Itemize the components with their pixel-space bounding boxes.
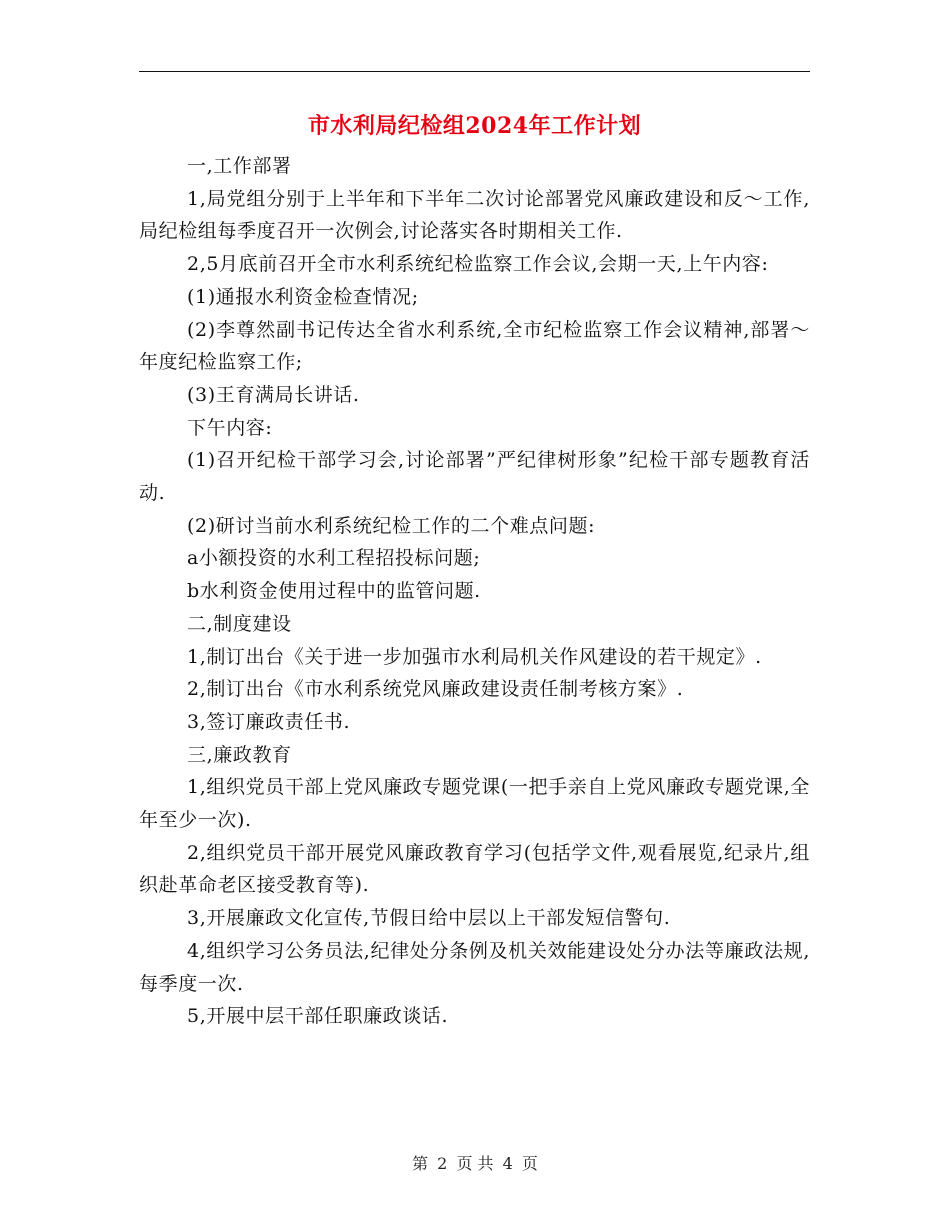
header-rule — [139, 71, 810, 72]
paragraph: 下午内容: — [187, 416, 273, 439]
paragraph: 5,开展中层干部任职廉政谈话. — [187, 1005, 449, 1028]
page-footer — [0, 1152, 950, 1176]
list-item: b水利资金使用过程中的监管问题. — [187, 580, 481, 603]
paragraph: 4,组织学习公务员法,纪律处分条例及机关效能建设处分办法等廉政法规,每季度一次. — [139, 939, 810, 995]
list-item: (3)王育满局长讲话. — [187, 383, 360, 406]
paragraph: 1,制订出台《关于进一步加强市水利局机关作风建设的若干规定》. — [187, 645, 762, 668]
footer-suffix: 页 — [521, 1154, 538, 1173]
section-heading-system: 二,制度建设 — [187, 612, 292, 635]
paragraph: 3,签订廉政责任书. — [187, 710, 351, 733]
section-heading-deployment: 一,工作部署 — [187, 155, 292, 177]
paragraph: 3,开展廉政文化宣传,节假日给中层以上干部发短信警句. — [187, 907, 671, 930]
paragraph: 1,局党组分别于上半年和下半年二次讨论部署党风廉政建设和反～工作,局纪检组每季度召开一次例会,讨论落实各时期相关工作. — [139, 187, 810, 243]
paragraph: 1,组织党员干部上党风廉政专题党课(一把手亲自上党风廉政专题党课,全年至少一次). — [139, 776, 810, 832]
current-page-number: 2 — [437, 1154, 448, 1173]
paragraph: 2,组织党员干部开展党风廉政教育学习(包括学文件,观看展览,纪录片,组织赴革命老区接受教育等). — [139, 841, 810, 897]
paragraph: 2,制订出台《市水利系统党风廉政建设责任制考核方案》. — [187, 678, 684, 701]
document-title: 市水利局纪检组2024年工作计划 — [307, 113, 642, 139]
footer-middle: 页 共 — [456, 1154, 494, 1173]
list-item: (1)通报水利资金检查情况; — [187, 285, 419, 308]
list-item: a小额投资的水利工程招投标问题; — [187, 547, 481, 570]
list-item: (2)李尊然副书记传达全省水利系统,全市纪检监察工作会议精神,部署～年度纪检监察工作; — [139, 318, 810, 374]
document-body — [139, 150, 810, 1033]
section-heading-education: 三,廉政教育 — [187, 743, 292, 766]
paragraph: 2,5月底前召开全市水利系统纪检监察工作会议,会期一天,上午内容: — [187, 253, 769, 276]
total-page-count: 4 — [502, 1154, 513, 1173]
list-item: (2)研讨当前水利系统纪检工作的二个难点问题: — [187, 514, 596, 537]
footer-prefix: 第 — [412, 1154, 429, 1173]
list-item: (1)召开纪检干部学习会,讨论部署”严纪律树形象”纪检干部专题教育活动. — [139, 449, 811, 505]
